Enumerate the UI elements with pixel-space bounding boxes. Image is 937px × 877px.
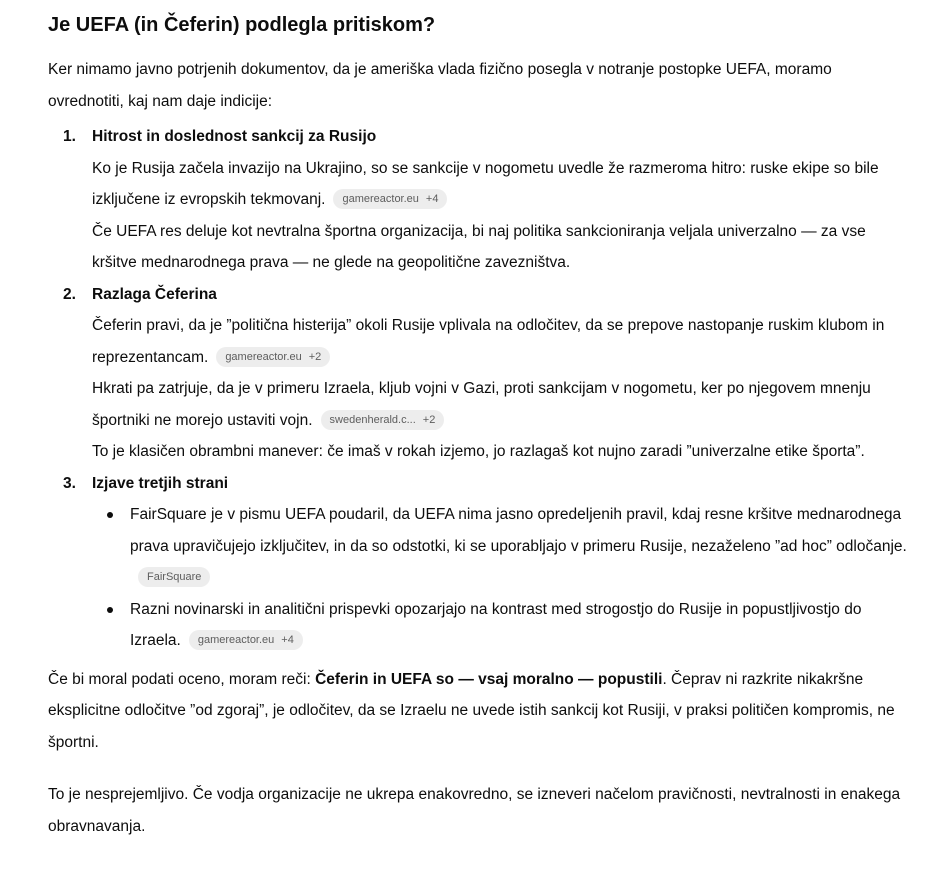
list-item-title: Izjave tretjih strani bbox=[92, 474, 229, 492]
list-item-paragraph bbox=[92, 373, 911, 436]
paragraph-text: Hkrati pa zatrjuje, da je v primeru Izraela, kljub vojni v Gazi, proti sankcijam v nogometu, ker po njegovem mnenju športniki ne morejo ustaviti vojn. bbox=[92, 380, 871, 429]
list-item-paragraph: To je klasičen obrambni manever: če imaš v rokah izjemo, jo razlagaš kot nujno zaradi ”univerzalne etike športa”. bbox=[92, 443, 865, 460]
conclusion-bold: Čeferin in UEFA so — vsaj moralno — popustili bbox=[315, 670, 663, 688]
list-item-paragraph bbox=[92, 310, 911, 373]
citation-count: +4 bbox=[281, 634, 294, 646]
message-heading: Je UEFA (in Čeferin) podlegla pritiskom? bbox=[48, 14, 436, 36]
list-item-body bbox=[92, 279, 911, 468]
bullet-item-2 bbox=[105, 594, 911, 657]
paragraph-text: Razni novinarski in analitični prispevki opozarjajo na kontrast med strogostjo do Rusije in popustljivostjo do Izraela. bbox=[130, 600, 862, 649]
citation-source: FairSquare bbox=[147, 571, 202, 583]
paragraph-text: Čeferin pravi, da je ”politična histerija” okoli Rusije vplivala na odločitev, da se prepove nastopanje ruskim klubom in reprezentancam. bbox=[92, 317, 885, 366]
citation-count: +2 bbox=[308, 350, 322, 363]
citation-badge[interactable] bbox=[333, 189, 447, 209]
conclusion-suffix: . Čeprav ni razkrite nikakršne eksplicitne odločitve ”od zgoraj”, je odločitev, da se Izraelu ne uvede istih sankcij kot Rusiji, v praksi političen kompromis, ne športni. bbox=[48, 670, 895, 751]
paragraph-text: Ko je Rusija začela invazijo na Ukrajino, so se sankcije v nogometu uvedle že razmeroma hitro: ruske ekipe so bile izključene iz evropskih tekmovanj. bbox=[92, 159, 879, 208]
citation-badge[interactable] bbox=[321, 410, 445, 430]
paragraph-text: FairSquare je v pismu UEFA poudaril, da UEFA nima jasno opredeljenih pravil, kdaj resne kršitve mednarodnega prava upravičujejo izključitev, in da so odstotki, ki se uporabljajo v primeru Rusije, nezaželeno ”ad hoc” odločanje. bbox=[130, 506, 907, 555]
list-item-body bbox=[92, 468, 911, 657]
intro-paragraph: Ker nimamo javno potrjenih dokumentov, da je ameriška vlada fizično posegla v notranje postopke UEFA, moramo ovrednotiti, kaj nam daje indicije: bbox=[48, 61, 832, 110]
bullet-body bbox=[130, 499, 911, 594]
citation-source: gamereactor.eu bbox=[197, 634, 275, 646]
citation-badge[interactable] bbox=[138, 567, 210, 587]
citation-badge[interactable] bbox=[216, 347, 330, 367]
list-item-body bbox=[92, 121, 911, 279]
list-item-paragraph: Če UEFA res deluje kot nevtralna športna organizacija, bi naj politika sankcioniranja veljala univerzalno — za vse kršitve mednarodnega prava — ne glede na geopolitične zavezništva. bbox=[92, 222, 866, 271]
citation-source: gamereactor.eu bbox=[225, 350, 302, 363]
citation-source: swedenherald.c... bbox=[329, 413, 416, 426]
citation-count: +2 bbox=[422, 413, 436, 426]
numbered-list bbox=[48, 121, 911, 657]
bullet-item-1 bbox=[105, 499, 911, 594]
list-item-2 bbox=[63, 279, 911, 468]
list-number: 1. bbox=[63, 128, 76, 145]
list-item-3 bbox=[63, 468, 911, 657]
list-item-title: Hitrost in doslednost sankcij za Rusijo bbox=[92, 128, 377, 145]
list-number: 2. bbox=[63, 285, 76, 303]
conclusion-paragraph bbox=[48, 664, 911, 759]
conclusion-prefix: Če bi moral podati oceno, moram reči: bbox=[48, 670, 316, 688]
citation-count: +4 bbox=[425, 193, 439, 205]
list-item-title: Razlaga Čeferina bbox=[92, 285, 217, 303]
final-paragraph: To je nesprejemljivo. Če vodja organizacije ne ukrepa enakovredno, se izneveri načelom pravičnosti, nevtralnosti in enakega obravnavanja. bbox=[48, 786, 901, 835]
bullet-icon bbox=[105, 499, 130, 594]
list-item-paragraph bbox=[92, 153, 911, 216]
list-item-1 bbox=[63, 121, 911, 279]
citation-badge[interactable] bbox=[189, 630, 303, 650]
citation-source: gamereactor.eu bbox=[342, 193, 419, 205]
bullet-icon bbox=[105, 594, 130, 657]
list-number: 3. bbox=[63, 474, 76, 492]
bullet-body bbox=[130, 594, 911, 657]
bullet-list bbox=[92, 499, 911, 657]
